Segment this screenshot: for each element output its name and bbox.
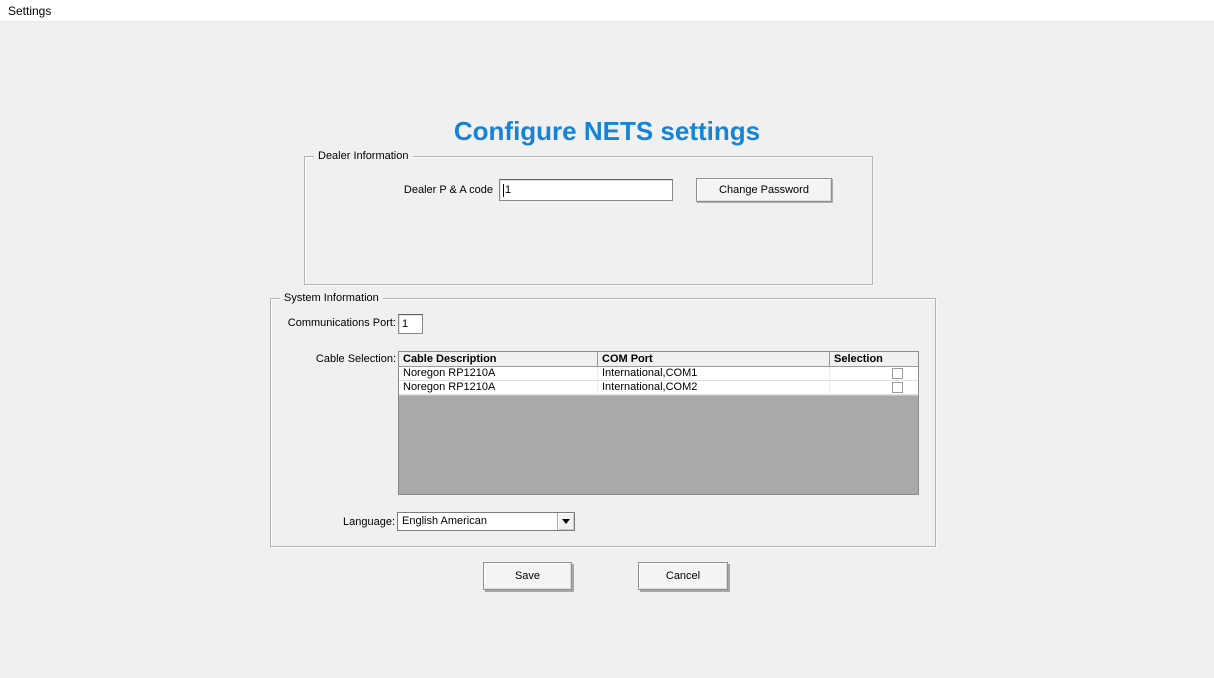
system-information-legend: System Information (280, 292, 383, 305)
cable-selection-table (398, 351, 919, 495)
menu-bar (0, 0, 1214, 22)
dealer-code-input[interactable] (499, 179, 673, 201)
cell-com-port: International,COM2 (598, 381, 830, 394)
cable-table-header-row (399, 352, 918, 367)
communications-port-input[interactable] (398, 314, 423, 334)
communications-port-label: Communications Port: (287, 317, 396, 329)
cancel-button[interactable]: Cancel (638, 562, 728, 590)
cell-com-port: International,COM1 (598, 367, 830, 380)
language-label: Language: (343, 516, 395, 528)
language-dropdown-value: English American (402, 515, 487, 527)
table-row[interactable] (399, 381, 918, 395)
table-row[interactable] (399, 367, 918, 381)
cell-cable-description: Noregon RP1210A (399, 381, 598, 394)
cable-selection-label: Cable Selection: (315, 353, 396, 365)
dealer-information-groupbox (304, 150, 873, 285)
change-password-button[interactable]: Change Password (696, 178, 832, 202)
selection-checkbox[interactable] (892, 382, 903, 393)
dealer-code-value: 1 (505, 184, 512, 196)
header-selection[interactable]: Selection (834, 353, 883, 365)
menu-item-settings[interactable]: Settings (8, 3, 52, 18)
chevron-down-icon (562, 519, 570, 524)
language-dropdown[interactable] (397, 512, 575, 531)
header-cable-description[interactable]: Cable Description (399, 352, 598, 366)
page-title: Configure NETS settings (453, 116, 761, 146)
system-information-groupbox (270, 292, 936, 547)
dropdown-button[interactable] (557, 513, 574, 530)
cell-selection (830, 367, 918, 380)
cell-cable-description: Noregon RP1210A (399, 367, 598, 380)
save-button[interactable]: Save (483, 562, 572, 590)
text-caret (503, 184, 504, 197)
cell-selection (830, 381, 918, 394)
selection-checkbox[interactable] (892, 368, 903, 379)
table-empty-area (399, 395, 918, 494)
dealer-information-legend: Dealer Information (314, 150, 413, 163)
dealer-code-label: Dealer P & A code (403, 184, 493, 196)
header-com-port[interactable]: COM Port (598, 352, 830, 366)
